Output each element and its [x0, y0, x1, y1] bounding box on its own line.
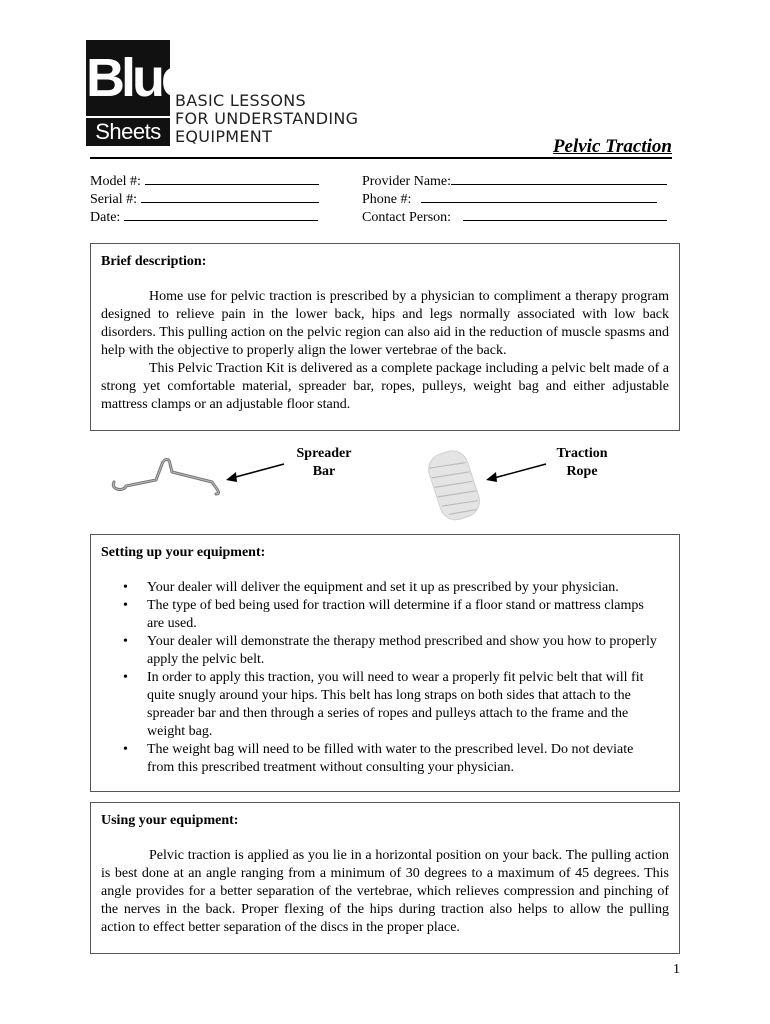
- tagline-line-3: EQUIPMENT: [175, 127, 273, 146]
- brief-description-box: [90, 243, 680, 431]
- date-label: Date:: [90, 210, 121, 225]
- brief-heading: Brief description:: [101, 254, 207, 269]
- contact-label: Contact Person:: [362, 210, 452, 225]
- setup-item-5: • The weight bag will need to be filled with water to the prescribed level. Do not deviate from this prescribed treatment without consulting your physician.: [147, 741, 663, 777]
- phone-label: Phone #:: [362, 192, 412, 207]
- title-divider: [90, 157, 672, 159]
- rope-arrow: [484, 460, 550, 484]
- traction-rope-label: [542, 445, 622, 481]
- model-input-line[interactable]: [145, 172, 319, 185]
- setup-item-2: • The type of bed being used for traction will determine if a floor stand or mattress clamps are used.: [147, 597, 663, 633]
- setup-item-4: • In order to apply this traction, you will need to wear a properly fit pelvic belt that will fit quite snugly around your hips. This belt has long straps on both sides that attach to the spreader bar and then through a series of ropes and pulleys attach to the frame and the weight bag.: [147, 669, 663, 741]
- rope-label-line-2: Rope: [566, 464, 598, 479]
- brief-paragraph-1: Home use for pelvic traction is prescribed by a physician to compliment a therapy program designed to relieve pain in the lower back, hips and legs normally associated with low back disorders. This pulling action on the pelvic region can also aid in the reduction of muscle spasms and help with the objective to properly align the lower vertebrae of the back.: [101, 289, 669, 358]
- phone-field: [362, 190, 657, 208]
- provider-label: Provider Name:: [362, 174, 452, 189]
- logo-word-sheets: Sheets: [86, 118, 170, 146]
- contact-input-line[interactable]: [463, 208, 667, 221]
- logo: [86, 40, 188, 148]
- setup-item-3: • Your dealer will demonstrate the therapy method prescribed and show you how to properly apply the pelvic belt.: [147, 633, 663, 669]
- tagline-line-1: BASIC LESSONS: [175, 91, 307, 110]
- serial-label: Serial #:: [90, 192, 138, 207]
- rope-label-line-1: Traction: [556, 446, 608, 461]
- setup-box: [90, 534, 680, 792]
- phone-input-line[interactable]: [421, 190, 657, 203]
- logo-word-blue: Blue: [86, 40, 170, 116]
- tagline-line-2: FOR UNDERSTANDING: [175, 109, 359, 128]
- page-number: 1: [673, 962, 680, 977]
- spreader-arrow: [224, 460, 290, 484]
- provider-field: [362, 172, 667, 190]
- spreader-label-line-2: Bar: [312, 464, 336, 479]
- provider-input-line[interactable]: [451, 172, 667, 185]
- using-heading: Using your equipment:: [101, 813, 239, 828]
- model-field: [90, 172, 319, 190]
- setup-heading: Setting up your equipment:: [101, 545, 266, 560]
- setup-item-1: • Your dealer will deliver the equipment and set it up as prescribed by your physician.: [147, 579, 663, 597]
- setup-list: [101, 579, 663, 777]
- using-box: [90, 802, 680, 954]
- page-title: Pelvic Traction: [552, 136, 672, 157]
- serial-input-line[interactable]: [141, 190, 319, 203]
- using-paragraph-1: Pelvic traction is applied as you lie in a horizontal position on your back. The pulling action is best done at an angle ranging from a minimum of 30 degrees to a maximum of 45 degrees. This angle provides for a better separation of the vertebrae, which relieves compression and pinching of the nerves in the back. Proper flexing of the hips during traction also helps to allow the pulling action to effect better separation of the discs in the proper place.: [101, 848, 669, 935]
- spreader-label-line-1: Spreader: [296, 446, 352, 461]
- spreader-bar-label: [284, 445, 364, 481]
- serial-field: [90, 190, 319, 208]
- logo-tagline: [175, 92, 395, 146]
- date-field: [90, 208, 318, 226]
- contact-field: [362, 208, 667, 226]
- traction-rope-image: [420, 445, 490, 525]
- model-label: Model #:: [90, 174, 141, 189]
- brief-paragraph-2: This Pelvic Traction Kit is delivered as a complete package including a pelvic belt made of a strong yet comfortable material, spreader bar, ropes, pulleys, weight bag and either adjustable mattress clamps or an adjustable floor stand.: [101, 361, 669, 412]
- date-input-line[interactable]: [124, 208, 318, 221]
